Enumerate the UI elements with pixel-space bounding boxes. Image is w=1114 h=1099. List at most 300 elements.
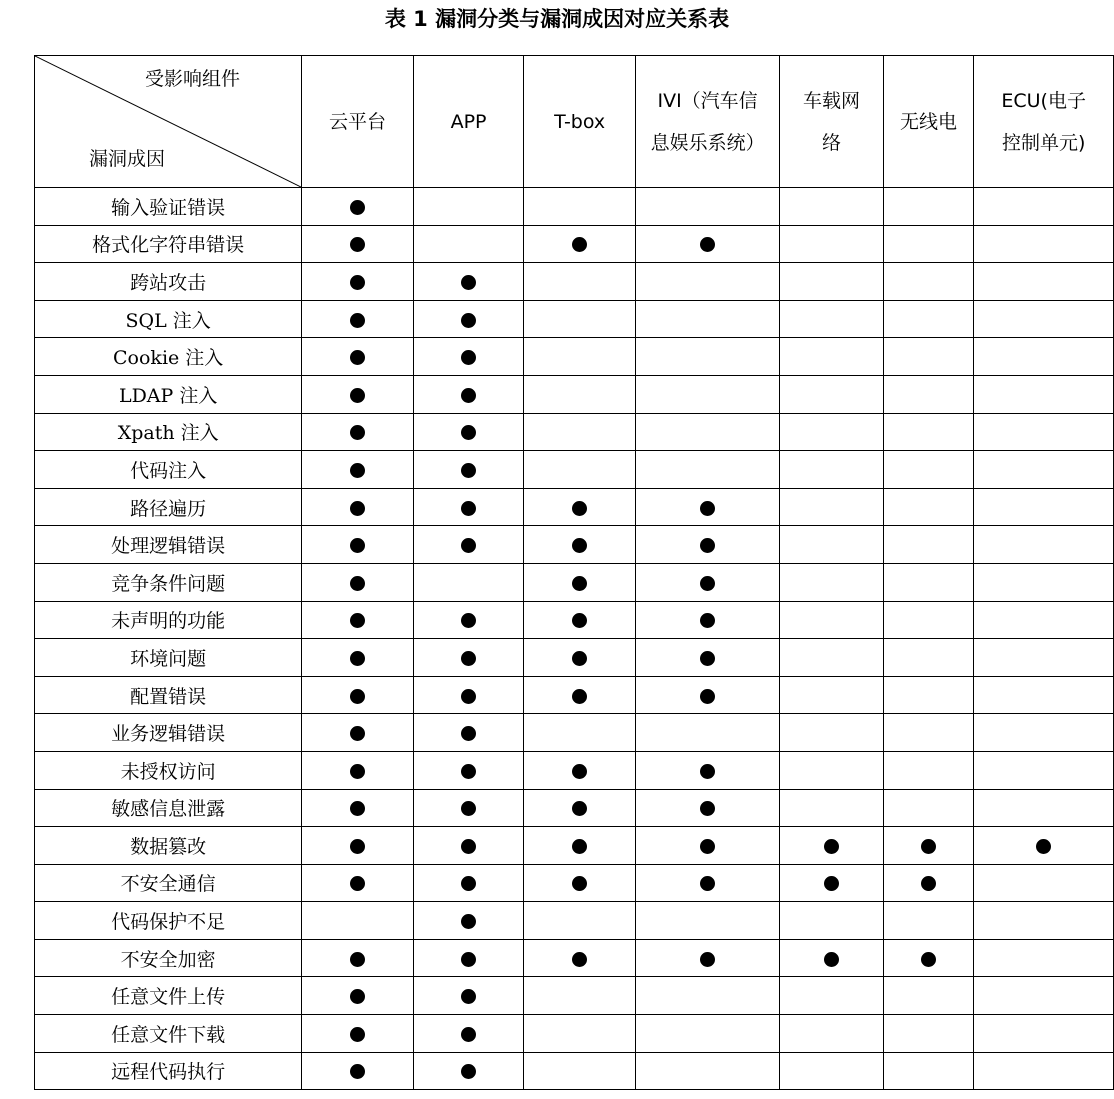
- filled-circle-mark: [461, 501, 476, 516]
- row-label: 任意文件上传: [35, 977, 302, 1015]
- table-cell: [413, 977, 524, 1015]
- filled-circle-mark: [461, 989, 476, 1004]
- table-row: [35, 188, 1114, 226]
- table-cell: [974, 789, 1114, 827]
- column-header: [883, 56, 974, 188]
- table-cell: [883, 977, 974, 1015]
- table-row: [35, 601, 1114, 639]
- table-cell: [883, 639, 974, 677]
- table-cell: [780, 413, 884, 451]
- table-cell: [302, 639, 413, 677]
- table-cell: [780, 563, 884, 601]
- filled-circle-mark: [350, 952, 365, 967]
- table-row: [35, 451, 1114, 489]
- table-cell: [524, 939, 636, 977]
- table-cell: [413, 864, 524, 902]
- table-row: [35, 789, 1114, 827]
- table-cell: [974, 864, 1114, 902]
- table-cell: [974, 1015, 1114, 1053]
- table-cell: [413, 526, 524, 564]
- table-cell: [883, 601, 974, 639]
- table-cell: [635, 375, 779, 413]
- column-header-line1: 云平台: [329, 110, 387, 133]
- table-row: [35, 526, 1114, 564]
- table-cell: [883, 188, 974, 226]
- row-label: Xpath 注入: [35, 413, 302, 451]
- filled-circle-mark: [572, 839, 587, 854]
- table-cell: [883, 864, 974, 902]
- row-label: SQL 注入: [35, 300, 302, 338]
- table-cell: [883, 263, 974, 301]
- table-cell: [635, 902, 779, 940]
- filled-circle-mark: [700, 501, 715, 516]
- table-row: [35, 375, 1114, 413]
- table-row: [35, 1015, 1114, 1053]
- filled-circle-mark: [350, 764, 365, 779]
- table-cell: [780, 827, 884, 865]
- table-cell: [302, 751, 413, 789]
- table-cell: [302, 827, 413, 865]
- table-cell: [883, 375, 974, 413]
- table-cell: [883, 300, 974, 338]
- table-cell: [780, 526, 884, 564]
- filled-circle-mark: [1036, 839, 1051, 854]
- filled-circle-mark: [461, 726, 476, 741]
- table-cell: [883, 225, 974, 263]
- table-cell: [413, 601, 524, 639]
- table-cell: [413, 263, 524, 301]
- table-cell: [524, 864, 636, 902]
- filled-circle-mark: [572, 576, 587, 591]
- row-label: 业务逻辑错误: [35, 714, 302, 752]
- filled-circle-mark: [572, 689, 587, 704]
- filled-circle-mark: [350, 801, 365, 816]
- filled-circle-mark: [350, 538, 365, 553]
- table-cell: [413, 563, 524, 601]
- row-label: 远程代码执行: [35, 1052, 302, 1090]
- table-cell: [780, 1015, 884, 1053]
- table-cell: [302, 413, 413, 451]
- table-cell: [780, 902, 884, 940]
- filled-circle-mark: [461, 764, 476, 779]
- table-cell: [635, 714, 779, 752]
- row-label: 竞争条件问题: [35, 563, 302, 601]
- table-cell: [413, 1052, 524, 1090]
- table-cell: [974, 451, 1114, 489]
- filled-circle-mark: [461, 1064, 476, 1079]
- filled-circle-mark: [700, 651, 715, 666]
- filled-circle-mark: [700, 952, 715, 967]
- table-caption: 表 1 漏洞分类与漏洞成因对应关系表: [384, 7, 730, 31]
- filled-circle-mark: [350, 726, 365, 741]
- filled-circle-mark: [461, 801, 476, 816]
- table-row: [35, 714, 1114, 752]
- row-label: 不安全通信: [35, 864, 302, 902]
- table-row: [35, 488, 1114, 526]
- filled-circle-mark: [572, 538, 587, 553]
- table-cell: [780, 751, 884, 789]
- table-cell: [524, 375, 636, 413]
- column-header-line1: ECU(电子: [1001, 89, 1086, 112]
- filled-circle-mark: [572, 952, 587, 967]
- table-cell: [524, 1052, 636, 1090]
- table-cell: [524, 413, 636, 451]
- table-cell: [883, 338, 974, 376]
- table-row: [35, 225, 1114, 263]
- table-cell: [974, 977, 1114, 1015]
- table-cell: [635, 263, 779, 301]
- table-cell: [883, 1052, 974, 1090]
- table-cell: [780, 263, 884, 301]
- filled-circle-mark: [350, 689, 365, 704]
- filled-circle-mark: [700, 576, 715, 591]
- filled-circle-mark: [824, 876, 839, 891]
- table-cell: [780, 676, 884, 714]
- table-cell: [974, 188, 1114, 226]
- table-cell: [413, 827, 524, 865]
- table-cell: [635, 225, 779, 263]
- filled-circle-mark: [461, 463, 476, 478]
- table-cell: [974, 488, 1114, 526]
- table-cell: [524, 563, 636, 601]
- table-cell: [524, 1015, 636, 1053]
- column-header-line1: 无线电: [900, 110, 958, 133]
- table-row: [35, 676, 1114, 714]
- table-cell: [974, 375, 1114, 413]
- table-cell: [780, 1052, 884, 1090]
- table-row: [35, 300, 1114, 338]
- table-cell: [413, 488, 524, 526]
- filled-circle-mark: [461, 876, 476, 891]
- row-label: 未授权访问: [35, 751, 302, 789]
- filled-circle-mark: [700, 801, 715, 816]
- table-row: [35, 1052, 1114, 1090]
- filled-circle-mark: [461, 651, 476, 666]
- filled-circle-mark: [824, 952, 839, 967]
- filled-circle-mark: [350, 1064, 365, 1079]
- table-cell: [302, 977, 413, 1015]
- table-cell: [883, 451, 974, 489]
- filled-circle-mark: [700, 876, 715, 891]
- column-header: [635, 56, 779, 188]
- table-cell: [302, 375, 413, 413]
- table-cell: [635, 639, 779, 677]
- column-header: [413, 56, 524, 188]
- table-cell: [413, 300, 524, 338]
- filled-circle-mark: [350, 839, 365, 854]
- table-cell: [883, 526, 974, 564]
- table-cell: [524, 338, 636, 376]
- table-cell: [413, 789, 524, 827]
- row-label: 代码注入: [35, 451, 302, 489]
- column-header: [302, 56, 413, 188]
- table-cell: [780, 601, 884, 639]
- table-cell: [635, 526, 779, 564]
- table-cell: [302, 488, 413, 526]
- table-row: [35, 827, 1114, 865]
- table-cell: [302, 563, 413, 601]
- table-cell: [635, 827, 779, 865]
- row-label: 路径遍历: [35, 488, 302, 526]
- column-header-line1: IVI（汽车信: [657, 89, 758, 112]
- filled-circle-mark: [700, 613, 715, 628]
- row-label: 环境问题: [35, 639, 302, 677]
- table-cell: [780, 939, 884, 977]
- table-cell: [883, 902, 974, 940]
- filled-circle-mark: [921, 839, 936, 854]
- table-cell: [413, 413, 524, 451]
- table-cell: [524, 714, 636, 752]
- table-cell: [524, 639, 636, 677]
- column-header-line2: 控制单元): [1001, 131, 1086, 154]
- table-row: [35, 902, 1114, 940]
- table-row: [35, 751, 1114, 789]
- table-cell: [780, 225, 884, 263]
- filled-circle-mark: [461, 313, 476, 328]
- table-cell: [302, 676, 413, 714]
- table-cell: [635, 300, 779, 338]
- table-cell: [883, 714, 974, 752]
- table-cell: [974, 902, 1114, 940]
- header-row: [35, 56, 1114, 188]
- table-cell: [302, 1015, 413, 1053]
- table-cell: [302, 300, 413, 338]
- table-row: [35, 263, 1114, 301]
- corner-top-label: 受影响组件: [145, 68, 241, 90]
- table-cell: [635, 338, 779, 376]
- table-cell: [883, 676, 974, 714]
- filled-circle-mark: [350, 1027, 365, 1042]
- column-header: [780, 56, 884, 188]
- table-cell: [302, 789, 413, 827]
- table-cell: [974, 751, 1114, 789]
- column-header-line2: 息娱乐系统）: [650, 131, 765, 154]
- table-cell: [883, 751, 974, 789]
- table-cell: [524, 827, 636, 865]
- vulnerability-cause-table: [34, 55, 1114, 1090]
- table-row: [35, 563, 1114, 601]
- filled-circle-mark: [700, 538, 715, 553]
- table-cell: [413, 639, 524, 677]
- row-label: 输入验证错误: [35, 188, 302, 226]
- filled-circle-mark: [350, 275, 365, 290]
- row-label: 不安全加密: [35, 939, 302, 977]
- table-cell: [883, 488, 974, 526]
- filled-circle-mark: [461, 538, 476, 553]
- filled-circle-mark: [461, 952, 476, 967]
- column-header: [524, 56, 636, 188]
- table-cell: [302, 601, 413, 639]
- table-cell: [883, 789, 974, 827]
- filled-circle-mark: [461, 689, 476, 704]
- table-cell: [302, 451, 413, 489]
- table-cell: [635, 188, 779, 226]
- table-cell: [413, 939, 524, 977]
- table-cell: [635, 789, 779, 827]
- filled-circle-mark: [700, 839, 715, 854]
- table-cell: [780, 188, 884, 226]
- table-cell: [302, 714, 413, 752]
- row-label: 任意文件下载: [35, 1015, 302, 1053]
- table-cell: [883, 563, 974, 601]
- table-cell: [524, 789, 636, 827]
- row-label: 数据篡改: [35, 827, 302, 865]
- corner-cell: [35, 56, 302, 188]
- column-header-line2: 络: [822, 131, 842, 154]
- filled-circle-mark: [572, 613, 587, 628]
- row-label: 代码保护不足: [35, 902, 302, 940]
- table-cell: [974, 676, 1114, 714]
- filled-circle-mark: [350, 200, 365, 215]
- table-cell: [635, 413, 779, 451]
- table-cell: [524, 225, 636, 263]
- table-cell: [302, 902, 413, 940]
- table-cell: [524, 977, 636, 1015]
- filled-circle-mark: [572, 876, 587, 891]
- table-cell: [524, 488, 636, 526]
- table-cell: [413, 451, 524, 489]
- table-cell: [780, 864, 884, 902]
- table-cell: [974, 1052, 1114, 1090]
- filled-circle-mark: [572, 237, 587, 252]
- table-cell: [974, 263, 1114, 301]
- table-cell: [413, 225, 524, 263]
- filled-circle-mark: [350, 876, 365, 891]
- table-cell: [524, 751, 636, 789]
- table-cell: [883, 1015, 974, 1053]
- filled-circle-mark: [350, 651, 365, 666]
- table-cell: [635, 751, 779, 789]
- filled-circle-mark: [350, 313, 365, 328]
- filled-circle-mark: [700, 237, 715, 252]
- table-cell: [413, 714, 524, 752]
- table-cell: [780, 300, 884, 338]
- table-cell: [780, 789, 884, 827]
- filled-circle-mark: [700, 689, 715, 704]
- filled-circle-mark: [350, 501, 365, 516]
- filled-circle-mark: [572, 651, 587, 666]
- filled-circle-mark: [461, 1027, 476, 1042]
- table-cell: [635, 563, 779, 601]
- column-header-line1: APP: [450, 110, 487, 133]
- table-cell: [524, 263, 636, 301]
- table-cell: [302, 864, 413, 902]
- filled-circle-mark: [350, 388, 365, 403]
- table-cell: [302, 188, 413, 226]
- table-cell: [302, 939, 413, 977]
- table-cell: [413, 676, 524, 714]
- filled-circle-mark: [461, 425, 476, 440]
- table-cell: [524, 451, 636, 489]
- table-cell: [780, 375, 884, 413]
- row-label: 跨站攻击: [35, 263, 302, 301]
- table-row: [35, 939, 1114, 977]
- filled-circle-mark: [461, 914, 476, 929]
- table-row: [35, 977, 1114, 1015]
- column-header-line1: T-box: [554, 110, 606, 133]
- table-cell: [635, 676, 779, 714]
- table-cell: [302, 526, 413, 564]
- table-cell: [524, 676, 636, 714]
- row-label: 处理逻辑错误: [35, 526, 302, 564]
- column-header-line1: 车载网: [803, 89, 861, 112]
- table-cell: [974, 639, 1114, 677]
- filled-circle-mark: [572, 764, 587, 779]
- table-cell: [974, 714, 1114, 752]
- filled-circle-mark: [461, 350, 476, 365]
- table-cell: [780, 451, 884, 489]
- table-cell: [974, 601, 1114, 639]
- table-cell: [635, 488, 779, 526]
- filled-circle-mark: [350, 989, 365, 1004]
- table-cell: [635, 601, 779, 639]
- table-cell: [524, 300, 636, 338]
- filled-circle-mark: [921, 876, 936, 891]
- table-cell: [302, 338, 413, 376]
- column-header: [974, 56, 1114, 188]
- filled-circle-mark: [572, 801, 587, 816]
- row-label: 配置错误: [35, 676, 302, 714]
- filled-circle-mark: [921, 952, 936, 967]
- table-row: [35, 413, 1114, 451]
- corner-bottom-label: 漏洞成因: [89, 148, 166, 170]
- table-cell: [413, 338, 524, 376]
- filled-circle-mark: [350, 463, 365, 478]
- filled-circle-mark: [461, 275, 476, 290]
- table-cell: [780, 714, 884, 752]
- table-cell: [635, 1015, 779, 1053]
- table-cell: [883, 827, 974, 865]
- table-cell: [635, 1052, 779, 1090]
- table-cell: [635, 864, 779, 902]
- row-label: 未声明的功能: [35, 601, 302, 639]
- row-label: LDAP 注入: [35, 375, 302, 413]
- table-cell: [974, 300, 1114, 338]
- filled-circle-mark: [461, 388, 476, 403]
- table-cell: [974, 338, 1114, 376]
- filled-circle-mark: [350, 613, 365, 628]
- table-cell: [524, 188, 636, 226]
- filled-circle-mark: [700, 764, 715, 779]
- table-cell: [780, 338, 884, 376]
- filled-circle-mark: [461, 613, 476, 628]
- table-cell: [974, 563, 1114, 601]
- table-cell: [302, 225, 413, 263]
- table-cell: [524, 601, 636, 639]
- row-label: 敏感信息泄露: [35, 789, 302, 827]
- filled-circle-mark: [350, 350, 365, 365]
- filled-circle-mark: [350, 425, 365, 440]
- table-cell: [974, 827, 1114, 865]
- table-cell: [413, 1015, 524, 1053]
- table-row: [35, 639, 1114, 677]
- table-cell: [780, 488, 884, 526]
- row-label: Cookie 注入: [35, 338, 302, 376]
- table-cell: [635, 939, 779, 977]
- table-cell: [635, 451, 779, 489]
- table-cell: [780, 977, 884, 1015]
- table-cell: [883, 939, 974, 977]
- table-cell: [524, 902, 636, 940]
- table-cell: [974, 526, 1114, 564]
- table-cell: [413, 188, 524, 226]
- table-cell: [635, 977, 779, 1015]
- filled-circle-mark: [824, 839, 839, 854]
- table-cell: [974, 225, 1114, 263]
- table-cell: [974, 939, 1114, 977]
- table-cell: [524, 526, 636, 564]
- filled-circle-mark: [461, 839, 476, 854]
